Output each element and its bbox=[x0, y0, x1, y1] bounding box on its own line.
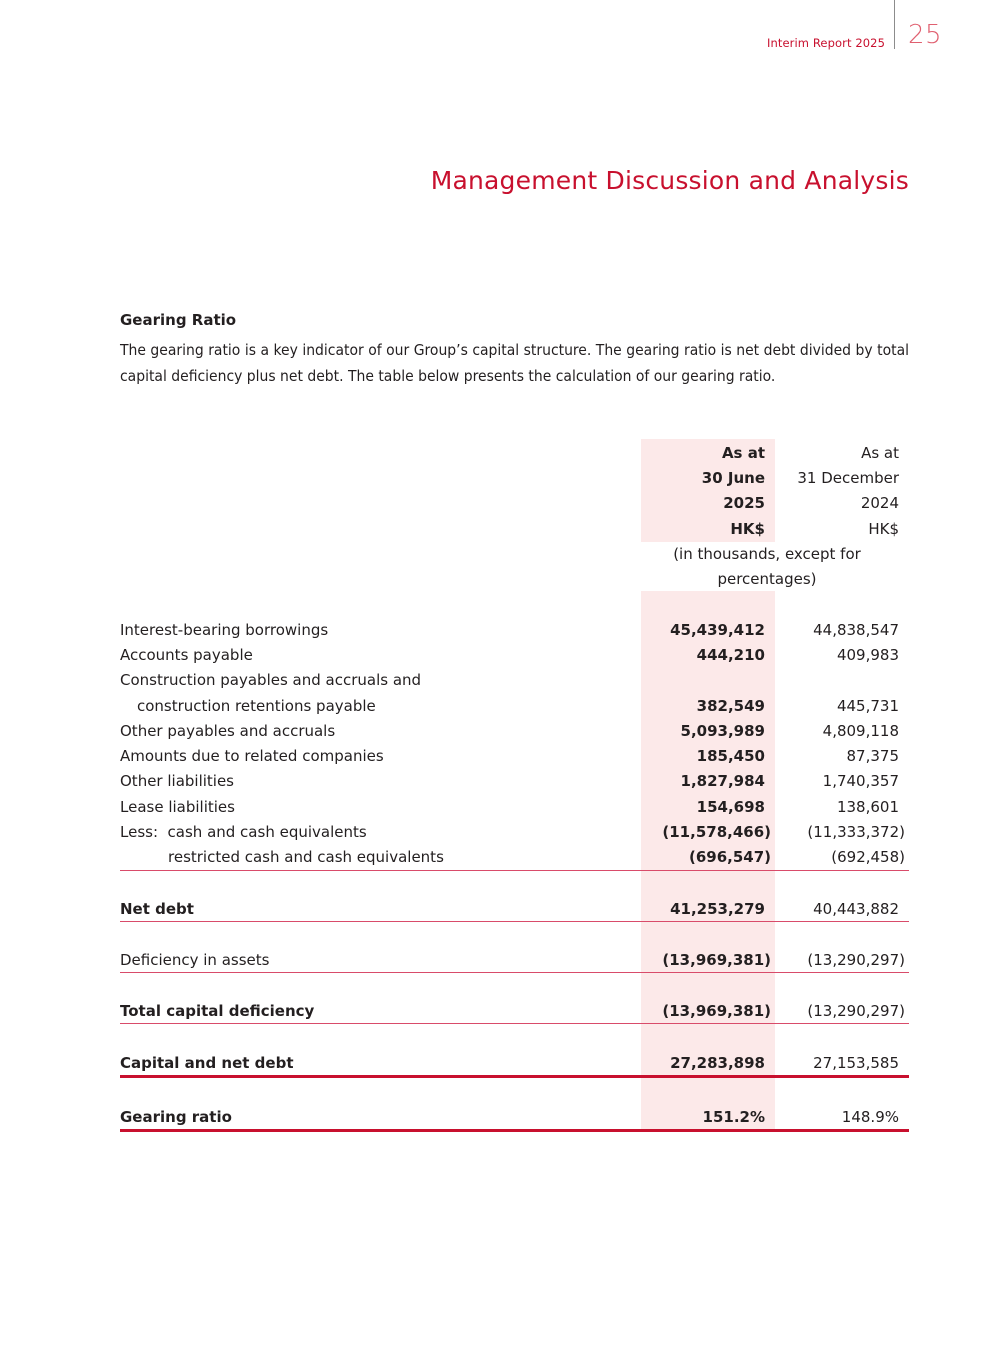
value-prior: (13,290,297) bbox=[807, 1002, 905, 1020]
page-title: Management Discussion and Analysis bbox=[430, 166, 909, 195]
report-name: Interim Report 2025 bbox=[767, 36, 885, 50]
summary-row-capital-and-net-debt bbox=[120, 1051, 909, 1076]
table-row bbox=[120, 820, 909, 845]
table-row bbox=[120, 668, 909, 693]
value-prior: 1,740,357 bbox=[822, 772, 899, 790]
row-label: Less: cash and cash equivalents bbox=[120, 823, 367, 841]
table-rule-thick bbox=[120, 1129, 909, 1132]
table-row bbox=[120, 744, 909, 769]
value-prior: (13,290,297) bbox=[807, 951, 905, 969]
table-row bbox=[120, 845, 909, 870]
value-current: 45,439,412 bbox=[670, 621, 765, 639]
row-label: Lease liabilities bbox=[120, 798, 235, 816]
row-label: Capital and net debt bbox=[120, 1054, 294, 1072]
row-label: Amounts due to related companies bbox=[120, 747, 384, 765]
column-header-line: 31 December bbox=[797, 469, 899, 488]
value-prior: 445,731 bbox=[836, 697, 899, 715]
section-heading: Gearing Ratio bbox=[120, 311, 237, 329]
value-current: 382,549 bbox=[696, 697, 765, 715]
row-label: restricted cash and cash equivalents bbox=[168, 848, 444, 866]
value-prior: (692,458) bbox=[831, 848, 905, 866]
header-divider bbox=[894, 0, 895, 49]
value-prior: 138,601 bbox=[836, 798, 899, 816]
column-header-line: HK$ bbox=[730, 519, 765, 538]
summary-row-total-capital-deficiency bbox=[120, 999, 909, 1024]
value-prior: 87,375 bbox=[846, 747, 899, 765]
table-row bbox=[120, 643, 909, 668]
page-number: 25 bbox=[908, 20, 943, 50]
row-label: Other payables and accruals bbox=[120, 722, 336, 740]
table-row bbox=[120, 719, 909, 744]
summary-row-deficiency bbox=[120, 948, 909, 973]
row-label: Deficiency in assets bbox=[120, 951, 270, 969]
column-header-line: 2024 bbox=[860, 494, 899, 513]
value-current: 154,698 bbox=[696, 798, 765, 816]
column-header-line: As at bbox=[721, 444, 765, 462]
value-prior: 409,983 bbox=[836, 646, 899, 664]
summary-row-net-debt bbox=[120, 897, 909, 922]
value-current: (13,969,381) bbox=[662, 951, 771, 969]
value-prior: 148.9% bbox=[841, 1108, 899, 1126]
column-header-line: 2025 bbox=[723, 494, 765, 513]
column-header-prior bbox=[775, 441, 899, 542]
column-header-line: 30 June bbox=[701, 469, 765, 488]
column-header-line: As at bbox=[861, 444, 899, 462]
row-label: construction retentions payable bbox=[137, 697, 376, 715]
row-label: Construction payables and accruals and bbox=[120, 671, 422, 689]
value-current: 27,283,898 bbox=[670, 1054, 765, 1072]
value-current: (696,547) bbox=[688, 848, 771, 866]
value-current: 41,253,279 bbox=[670, 900, 765, 918]
value-prior: 4,809,118 bbox=[822, 722, 899, 740]
column-header-line: HK$ bbox=[868, 519, 899, 538]
value-prior: 40,443,882 bbox=[813, 900, 899, 918]
unit-note bbox=[633, 542, 901, 592]
row-label: Interest-bearing borrowings bbox=[120, 621, 329, 639]
unit-note-line: percentages) bbox=[717, 570, 817, 589]
value-prior: (11,333,372) bbox=[807, 823, 905, 841]
table-row bbox=[120, 618, 909, 643]
row-label: Accounts payable bbox=[120, 646, 253, 664]
intro-paragraph: The gearing ratio is a key indicator of our Group’s capital structure. The gearing ratio is net debt divided by total capital deficiency plus net debt. The table below presents the calculation of our gearing ratio. bbox=[120, 341, 909, 385]
table-row bbox=[120, 769, 909, 794]
table-rule bbox=[120, 921, 909, 922]
value-current: 444,210 bbox=[696, 646, 765, 664]
table-rule bbox=[120, 870, 909, 871]
value-current: 1,827,984 bbox=[680, 772, 765, 790]
value-current: (13,969,381) bbox=[662, 1002, 771, 1020]
table-rule bbox=[120, 1023, 909, 1024]
table-rule bbox=[120, 972, 909, 973]
row-label: Net debt bbox=[120, 900, 194, 918]
table-rule-thick bbox=[120, 1075, 909, 1078]
value-prior: 27,153,585 bbox=[813, 1054, 899, 1072]
table-row bbox=[120, 795, 909, 820]
value-prior: 44,838,547 bbox=[813, 621, 899, 639]
summary-row-gearing-ratio bbox=[120, 1105, 909, 1130]
value-current: (11,578,466) bbox=[662, 823, 771, 841]
value-current: 151.2% bbox=[702, 1108, 765, 1126]
table-row bbox=[120, 694, 909, 719]
row-label: Total capital deficiency bbox=[120, 1002, 315, 1020]
value-current: 5,093,989 bbox=[680, 722, 765, 740]
unit-note-line: (in thousands, except for bbox=[673, 545, 861, 563]
column-header-current bbox=[641, 441, 765, 542]
value-current: 185,450 bbox=[696, 747, 765, 765]
row-label: Other liabilities bbox=[120, 772, 235, 790]
row-label: Gearing ratio bbox=[120, 1108, 232, 1126]
